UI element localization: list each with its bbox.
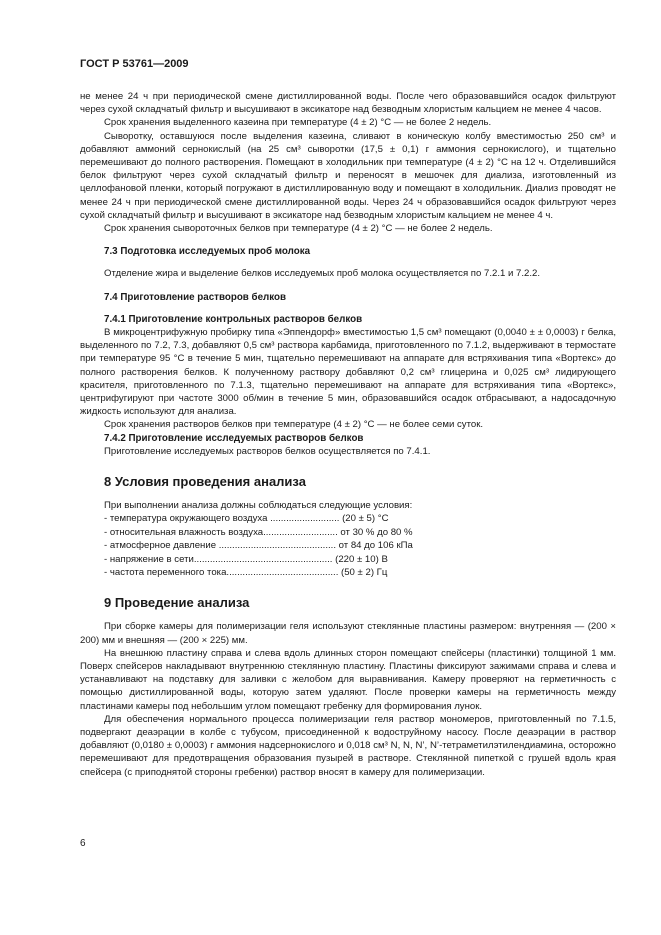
paragraph: Срок хранения растворов белков при температуре (4 ± 2) °С — не более семи суток. xyxy=(104,419,484,431)
section-heading-9: 9 Проведение анализа xyxy=(104,595,250,611)
paragraph: При выполнении анализа должны соблюдаться следующие условия: xyxy=(104,500,413,512)
condition-item: - частота переменного тока.......................................... (50 ± 2) Гц xyxy=(104,566,388,578)
paragraph: В микроцентрифужную пробирку типа «Эппендорф» вместимостью 1,5 см³ помещают (0,0040 ± ± 0,0003) г белка, выделенного по 7.2, 7.3, добавляют 0,5 см³ раствора карбамида, приготовленного по 7.1.2, выдерживают в термостате при температуре 95 °С в течение 5 мин, тщательно перемешивают на аппарате для встряхивания типа «Вортекс» до полного растворения белков. К полученному раствору добавляют 0,2 см³ глицерина и 0,025 см³ лидирующего красителя, приготовленного по 7.1.3, тщательно перемешивают на аппарате для встряхивания типа «Вортекс», центрифугируют при частоте 3000 об/мин в течение 5 мин, образовавшийся осадок отбрасывают, а надосадочную жидкость используют для анализа. xyxy=(80,327,616,418)
condition-item: - относительная влажность воздуха............................ от 30 % до 80 % xyxy=(104,526,413,538)
section-heading-8: 8 Условия проведения анализа xyxy=(104,474,306,490)
document-page xyxy=(80,58,616,779)
paragraph: Для обеспечения нормального процесса полимеризации геля раствор мономеров, приготовленный по 7.1.5, подвергают деаэрации в колбе с тубусом, присоединенной к водоструйному насосу. После деаэрации в раствор добавляют (0,0180 ± 0,0003) г аммония надсернокислого и 0,018 см³ N, N, N’, N’-тетраметилэтилендиамина, осторожно перемешивают для предотвращения образования пузырей в растворе. Стеклянной пипеткой с грушей вдоль края спейсера (с приподнятой стороны гребенки) раствор вносят в камеру для полимеризации. xyxy=(80,713,616,778)
section-heading-7-4-2: 7.4.2 Приготовление исследуемых растворов белков xyxy=(104,432,364,444)
condition-item: - температура окружающего воздуха .......................... (20 ± 5) °С xyxy=(104,513,389,525)
paragraph: Отделение жира и выделение белков исследуемых проб молока осуществляется по 7.2.1 и 7.2.2. xyxy=(104,268,541,280)
section-heading-7-4-1: 7.4.1 Приготовление контрольных растворов белков xyxy=(104,313,363,325)
document-header: ГОСТ Р 53761—2009 xyxy=(80,58,189,70)
paragraph: не менее 24 ч при периодической смене дистиллированной воды. После чего образовавшийся осадок фильтруют через сухой складчатый фильтр и высушивают в эксикаторе над безводным хлористым кальцием не менее 4 часов. xyxy=(80,91,616,116)
paragraph: Сыворотку, оставшуюся после выделения казеина, сливают в коническую колбу вместимостью 250 см³ и добавляют аммоний сернокислый (на 25 см³ сыворотки (17,5 ± 0,1) г аммония сернокислого), и тщательно перемешивают до полного растворения. Помещают в холодильник при температуре (4 ± 2) °С на 12 ч. Отделившийся белок фильтруют через сухой складчатый фильтр и переносят в мешочек для диализа, изготовленный из целлофановой пленки, который погружают в дистиллированную воду и помещают в холодильник. Диализ проводят не менее 24 ч при периодической смене дистиллированной воды. Через 24 ч образовавшийся осадок фильтруют через сухой складчатый фильтр и высушивают в эксикаторе над безводным хлористым кальцием не менее 4 ч. xyxy=(80,130,616,221)
paragraph: Срок хранения сывороточных белков при температуре (4 ± 2) °С — не более 2 недель. xyxy=(104,223,493,235)
section-heading-7-3: 7.3 Подготовка исследуемых проб молока xyxy=(104,246,311,258)
conditions-list xyxy=(80,512,616,579)
paragraph: Срок хранения выделенного казеина при температуре (4 ± 2) °С — не более 2 недель. xyxy=(104,117,492,129)
paragraph: При сборке камеры для полимеризации геля используют стеклянные пластины размером: внутренняя — (200 × 200) мм и внешняя — (200 × 225) мм. xyxy=(80,621,616,646)
paragraph: Приготовление исследуемых растворов белков осуществляется по 7.4.1. xyxy=(104,445,431,457)
paragraph: На внешнюю пластину справа и слева вдоль длинных сторон помещают спейсеры (пластинки) толщиной 1 мм. Поверх спейсеров накладывают внутреннюю стеклянную пластину. Пластины фиксируют зажимами справа и слева и устанавливают на подставку для заливки с желобом для выравнивания. Камеру проверяют на герметичность с помощью дистиллированной воды, которую затем удаляют. После проверки камеры на герметичность между пластинами камеры под небольшим углом помещают гребенку для формирования лунок. xyxy=(80,647,616,712)
section-heading-7-4: 7.4 Приготовление растворов белков xyxy=(104,291,287,303)
condition-item: - атмосферное давление ............................................ от 84 до 106 кПа xyxy=(104,540,413,552)
page-number: 6 xyxy=(80,838,86,849)
condition-item: - напряжение в сети.................................................... (220 ± 10) В xyxy=(104,553,388,565)
